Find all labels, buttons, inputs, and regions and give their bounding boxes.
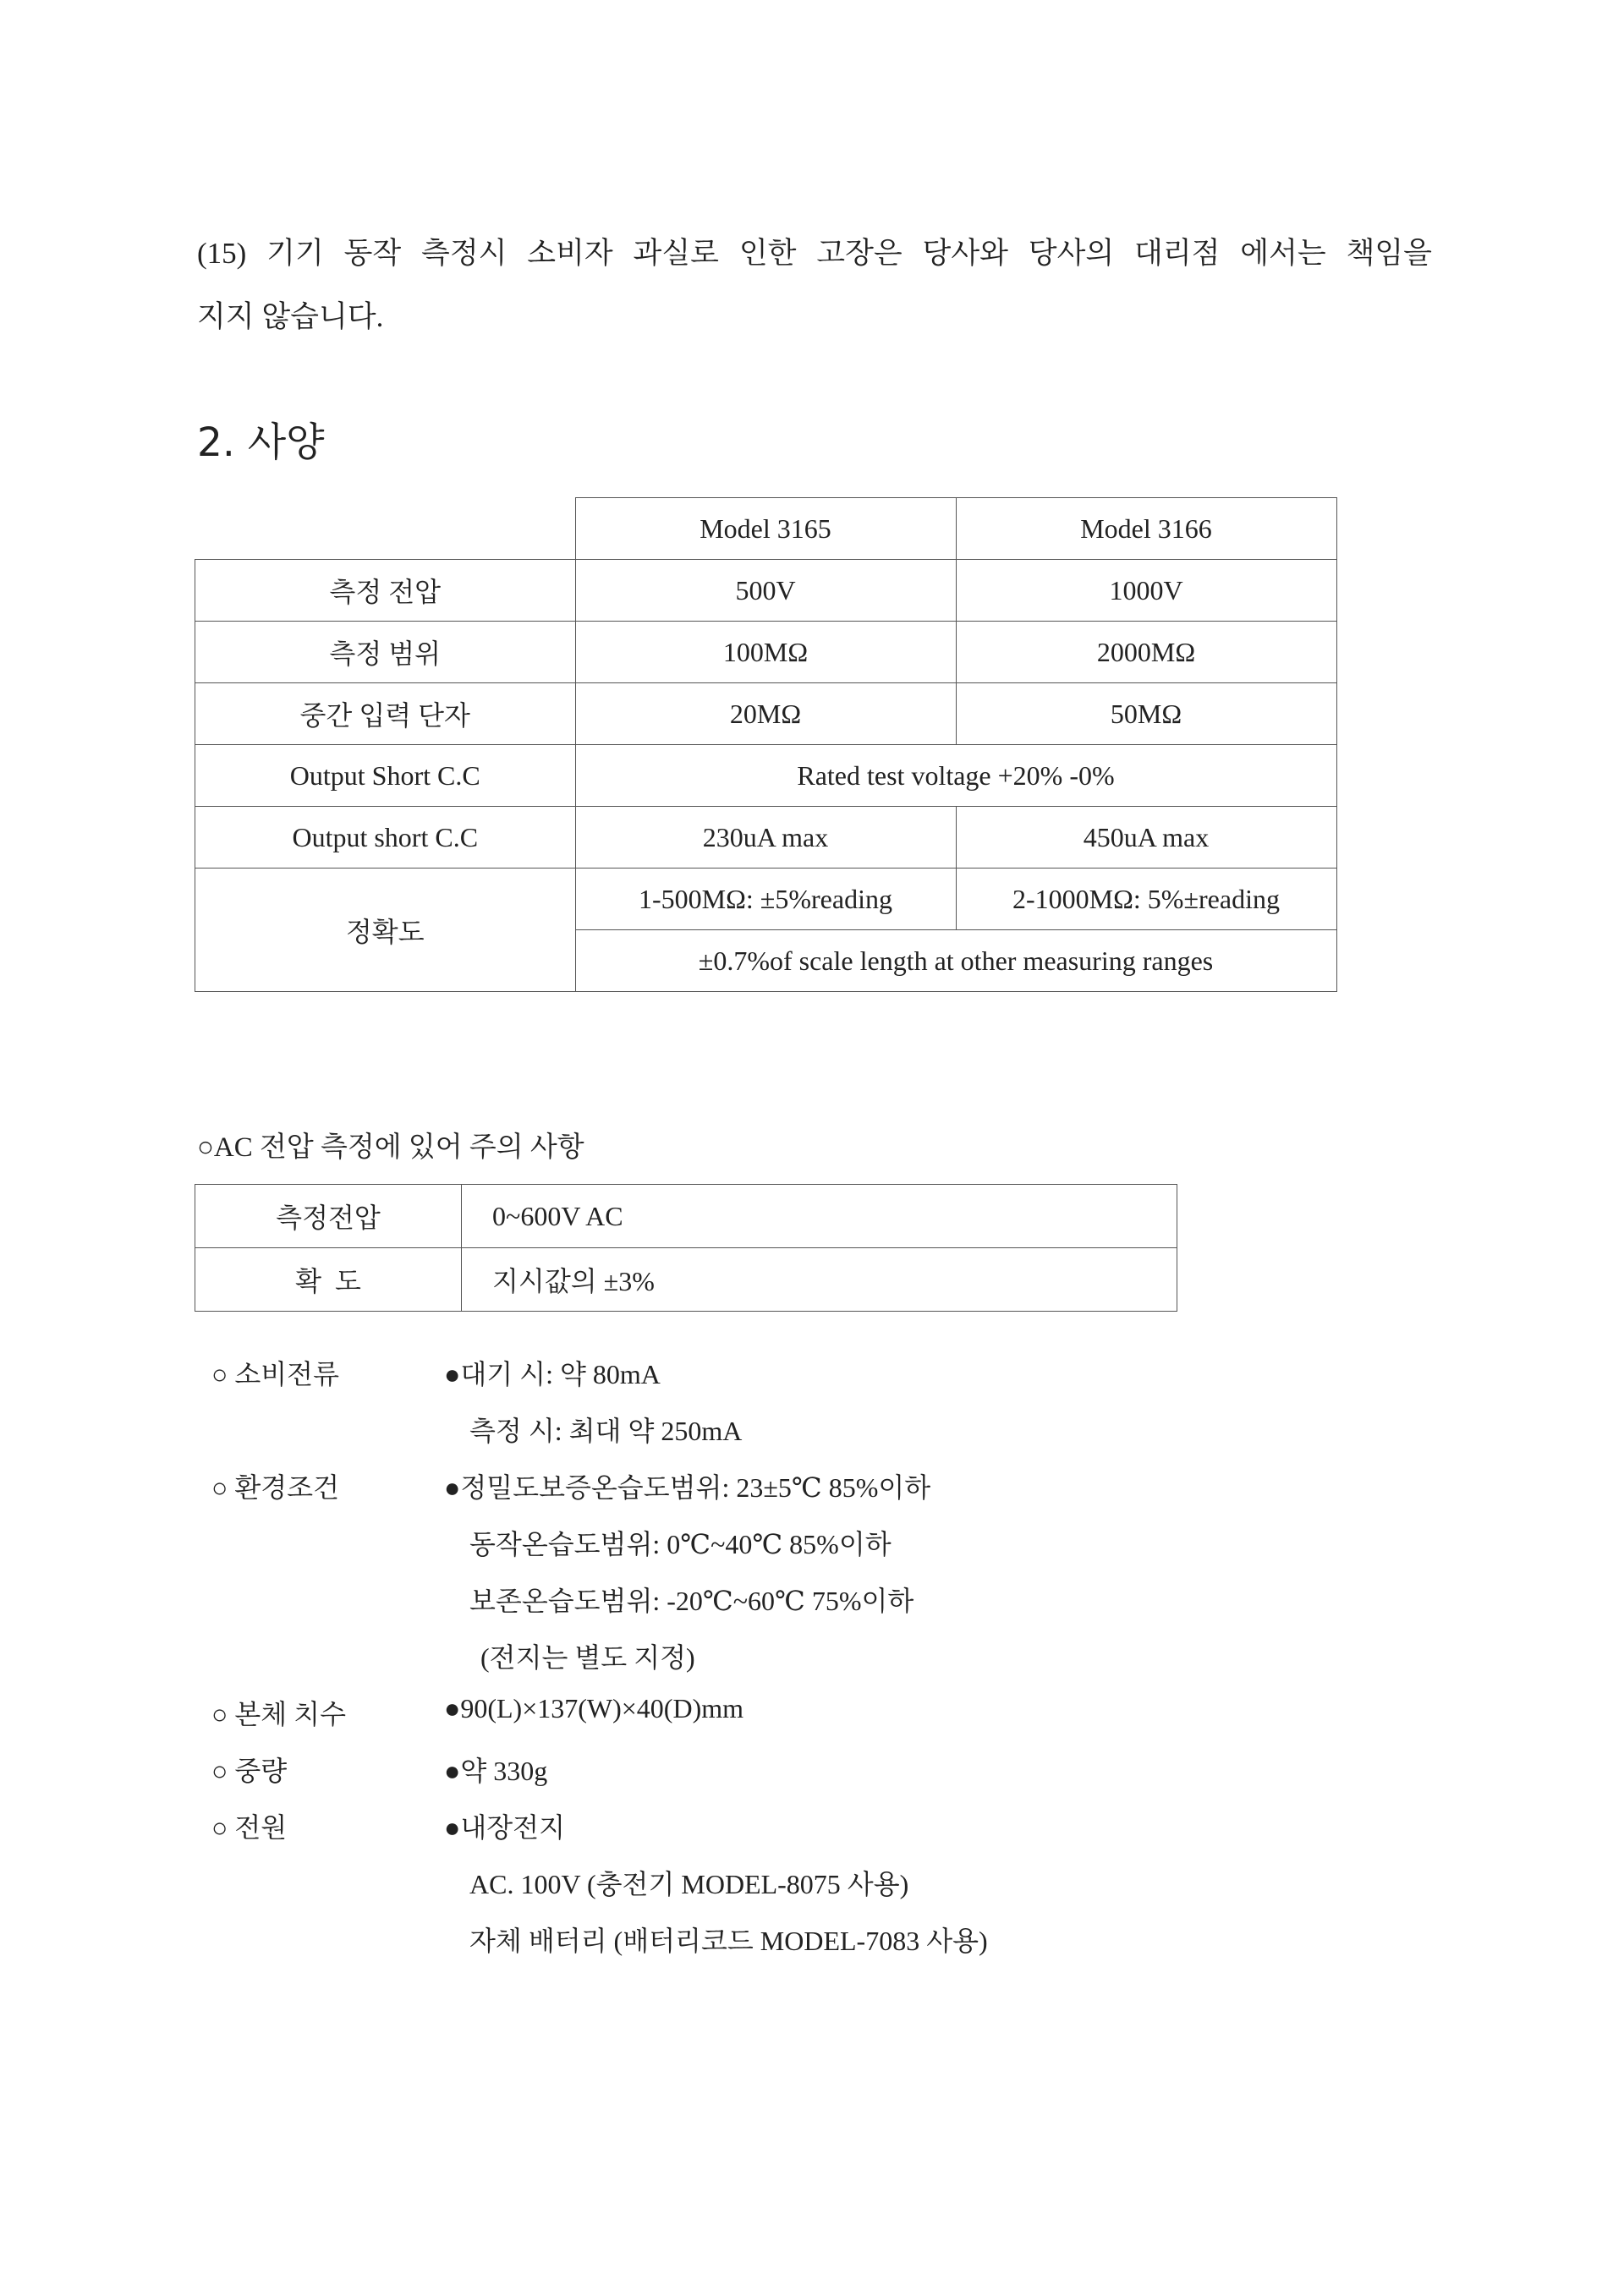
list-item-value: ●정밀도보증온습도범위: 23±5℃ 85%이하 [444, 1472, 931, 1503]
list-item-label: ○ 소비전류 [211, 1359, 339, 1389]
spec-row-label: Output Short C.C [195, 745, 576, 807]
spec-cell: 20MΩ [575, 683, 956, 745]
ac-key: 측정전압 [195, 1185, 462, 1248]
spec-cell-merged: Rated test voltage +20% -0% [575, 745, 1336, 807]
ac-value: 지시값의 ±3% [462, 1248, 1177, 1312]
list-item-extra-text: 동작온습도범위: 0℃~40℃ 85%이하 [469, 1529, 892, 1559]
table-row [195, 745, 1337, 807]
spec-row-label: Output short C.C [195, 807, 576, 869]
intro-line-2: 지지 않습니다. [197, 300, 384, 333]
list-item-extra-text: 보존온습도범위: -20℃~60℃ 75%이하 [469, 1586, 914, 1616]
section-title: 2. 사양 [197, 419, 325, 466]
ac-table [195, 1184, 1177, 1312]
list-item-extra-text: AC. 100V (충전기 MODEL-8075 사용) [469, 1869, 909, 1899]
intro-line-1: (15) 기기 동작 측정시 소비자 과실로 인한 고장은 당사와 당사의 대리점 에서는 책임을 [197, 237, 1432, 270]
spec-cell: 500V [575, 560, 956, 622]
spec-header-model-3166: Model 3166 [956, 498, 1336, 560]
ac-key: 확 도 [195, 1248, 462, 1312]
list-item-extra-text: 자체 배터리 (배터리코드 MODEL-7083 사용) [469, 1926, 988, 1956]
list-item-label: ○ 환경조건 [211, 1472, 339, 1503]
list-item-value: ●90(L)×137(W)×40(D)mm [444, 1693, 743, 1723]
spec-cell: 450uA max [956, 807, 1336, 869]
list-item-extra-text: (전지는 별도 지정) [480, 1642, 695, 1673]
table-row [195, 683, 1337, 745]
list-item-value: ●대기 시: 약 80mA [444, 1359, 661, 1389]
spec-table [195, 497, 1337, 992]
spec-header-blank [195, 498, 576, 560]
table-row [195, 807, 1337, 869]
spec-row-label: 측정 전압 [195, 560, 576, 622]
table-row [195, 622, 1337, 683]
list-item-label: ○ 중량 [211, 1756, 288, 1786]
ac-value: 0~600V AC [462, 1185, 1177, 1248]
spec-cell: 230uA max [575, 807, 956, 869]
spec-cell: 2-1000MΩ: 5%±reading [956, 869, 1336, 930]
spec-header-model-3165: Model 3165 [575, 498, 956, 560]
list-item-label: ○ 전원 [211, 1812, 288, 1843]
spec-cell-merged: ±0.7%of scale length at other measuring ranges [575, 930, 1336, 992]
list-item-extra-text: 측정 시: 최대 약 250mA [469, 1416, 743, 1446]
spec-cell: 50MΩ [956, 683, 1336, 745]
spec-header-row [195, 498, 1337, 560]
table-row [195, 1185, 1177, 1248]
spec-cell: 1000V [956, 560, 1336, 622]
intro-paragraph [197, 222, 1432, 348]
list-item-label: ○ 본체 치수 [211, 1699, 346, 1729]
table-row [195, 869, 1337, 930]
list-item-value: ●약 330g [444, 1756, 548, 1786]
spec-row-label-accuracy: 정확도 [195, 869, 576, 992]
ac-section-title: ○AC 전압 측정에 있어 주의 사항 [197, 1132, 584, 1163]
table-row [195, 1248, 1177, 1312]
list-item-value: ●내장전지 [444, 1812, 565, 1843]
spec-cell: 2000MΩ [956, 622, 1336, 683]
table-row [195, 560, 1337, 622]
spec-row-label: 중간 입력 단자 [195, 683, 576, 745]
spec-row-label: 측정 범위 [195, 622, 576, 683]
spec-cell: 1-500MΩ: ±5%reading [575, 869, 956, 930]
spec-cell: 100MΩ [575, 622, 956, 683]
